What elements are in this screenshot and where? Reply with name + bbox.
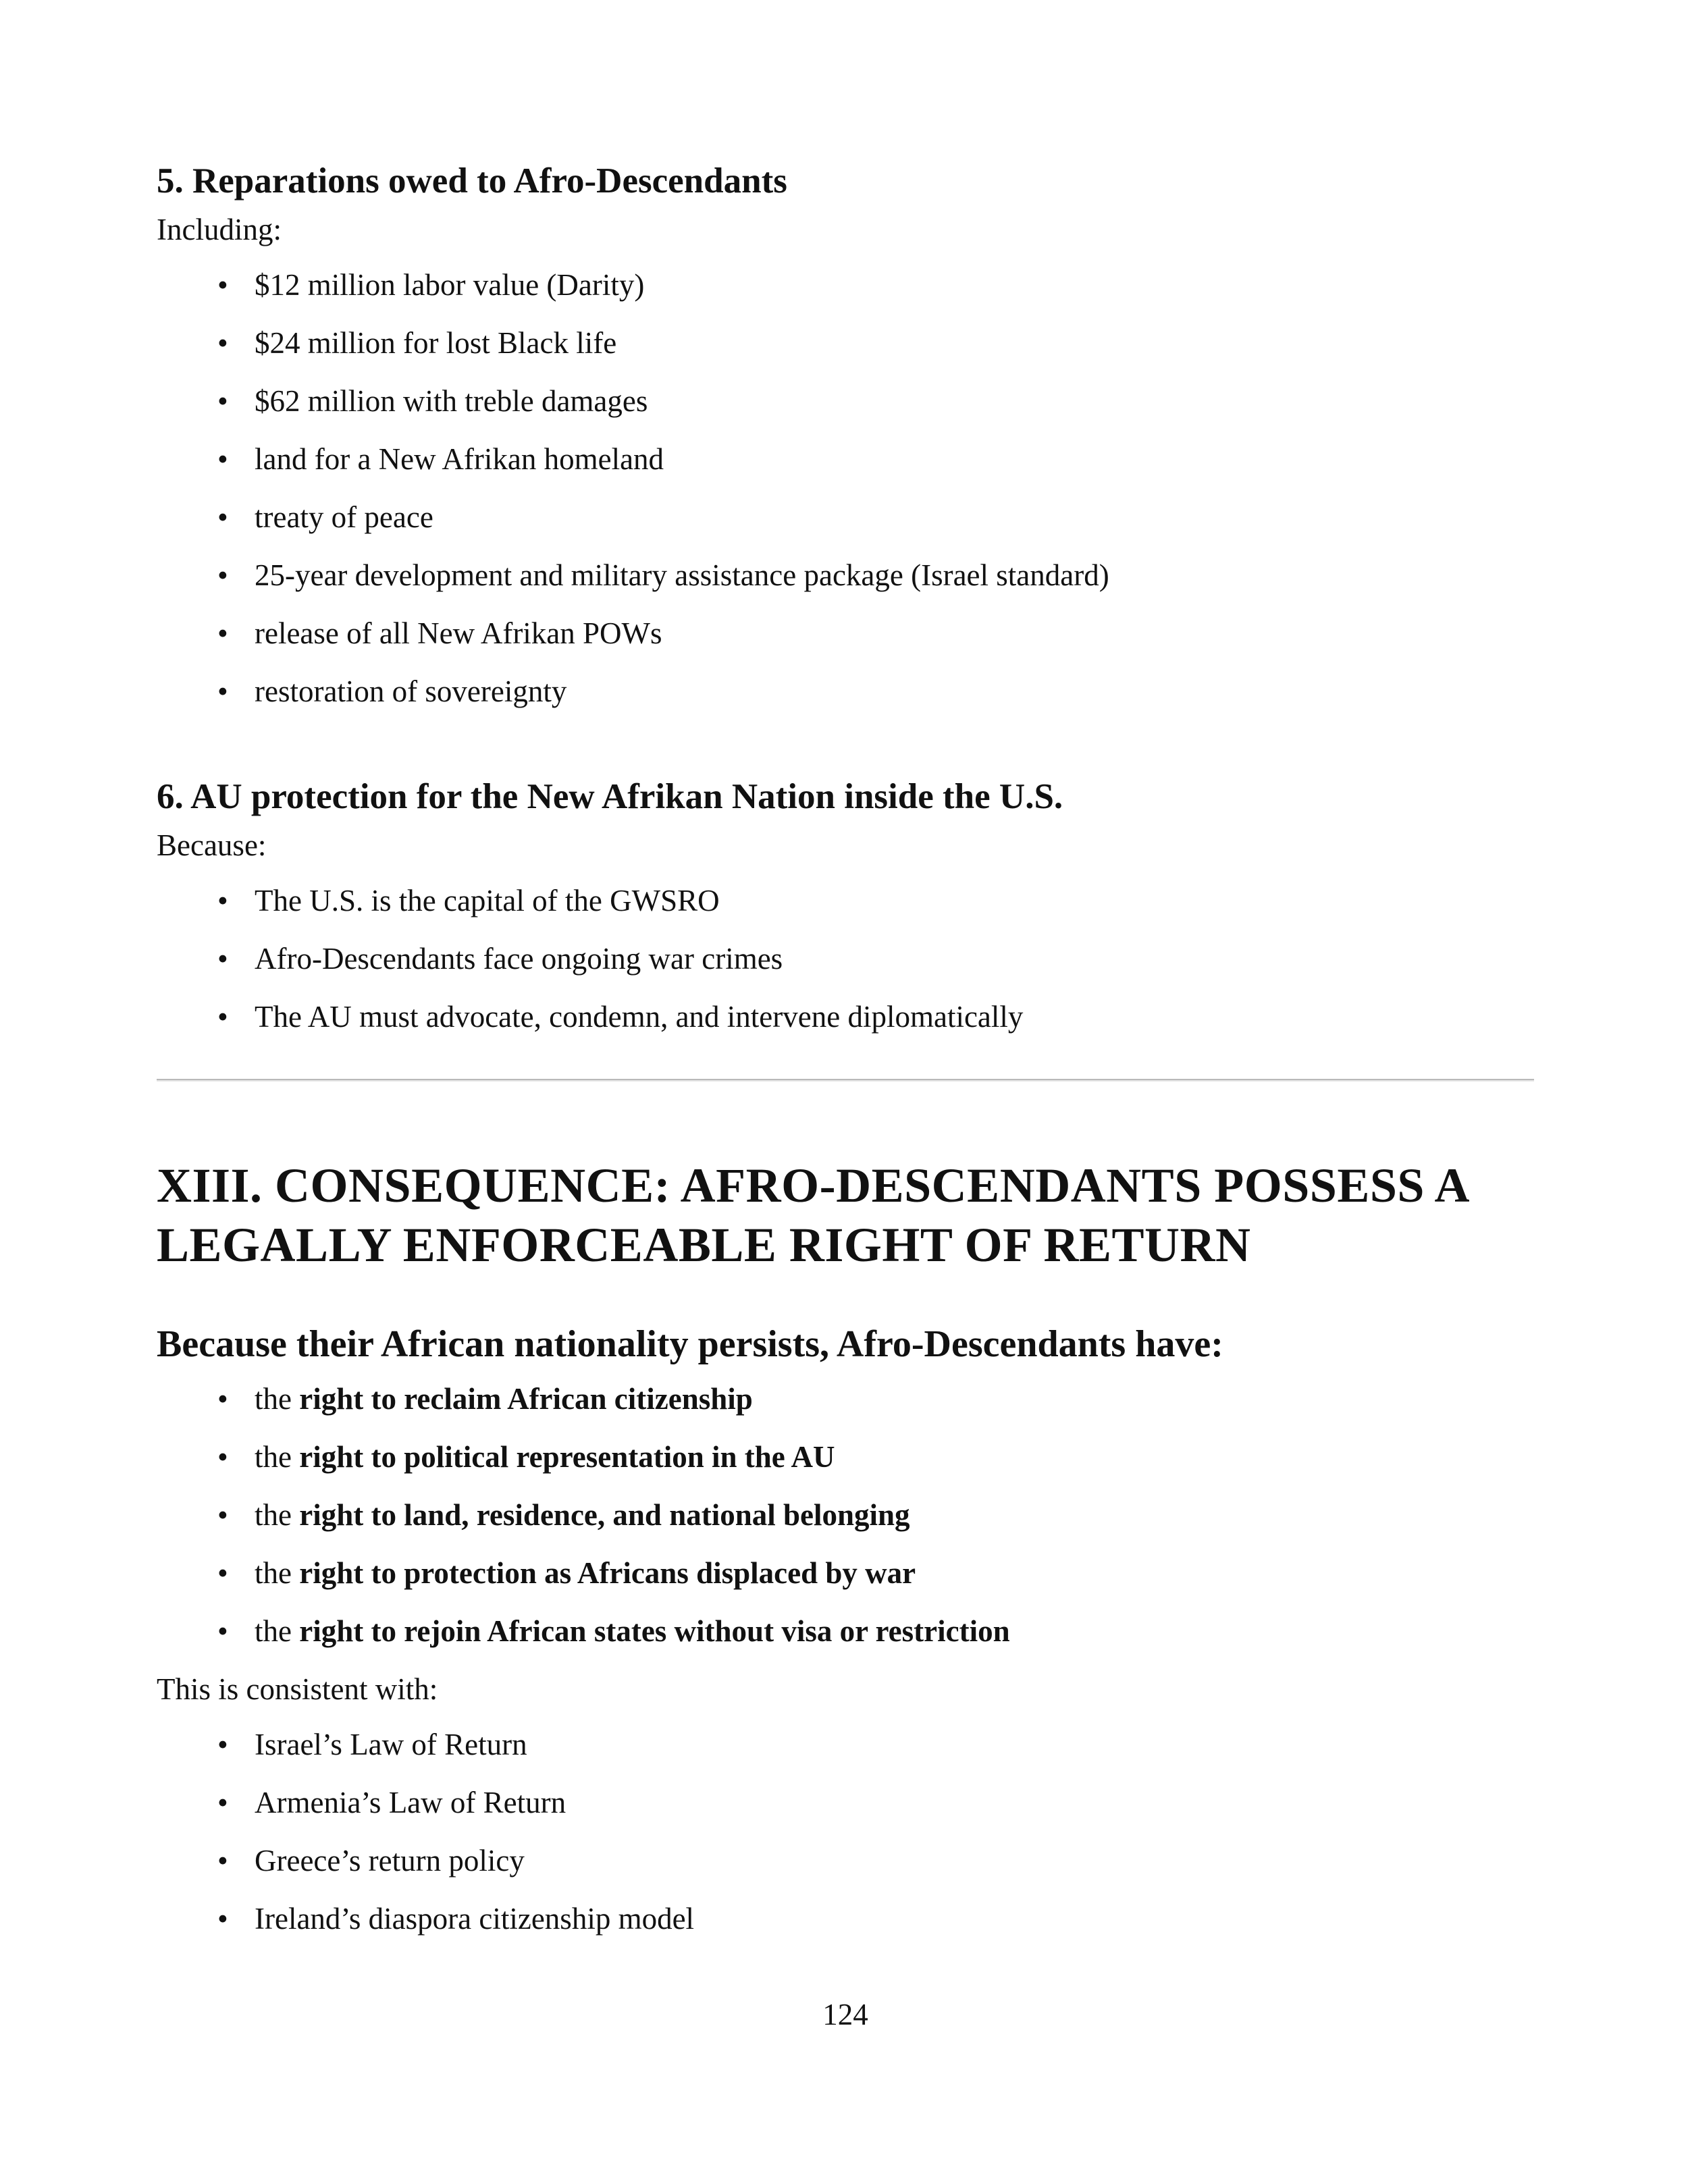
- consistent-list: [157, 1726, 1534, 1958]
- section-6-intro: Because:: [157, 828, 267, 862]
- bullet-icon: •: [217, 616, 228, 650]
- bullet-icon: •: [217, 1614, 228, 1648]
- bullet-icon: •: [217, 558, 228, 592]
- list-item: • Ireland’s diaspora citizenship model: [157, 1900, 1534, 1958]
- list-item: • Afro-Descendants face ongoing war crimes: [157, 940, 1534, 998]
- title-line-1: XIII. CONSEQUENCE: AFRO-DESCENDANTS POSSESS A: [157, 1158, 1470, 1213]
- section-5-intro: Including:: [157, 213, 282, 246]
- bullet-icon: •: [217, 1844, 228, 1877]
- list-item: • The AU must advocate, condemn, and intervene diplomatically: [157, 998, 1534, 1056]
- section-divider: [157, 1079, 1534, 1082]
- list-item: • the right to protection as Africans displaced by war: [157, 1554, 1534, 1612]
- list-item: • $12 million labor value (Darity): [157, 266, 1534, 324]
- rights-list: [157, 1380, 1534, 1670]
- list-item: • the right to reclaim African citizenship: [157, 1380, 1534, 1438]
- page-title: [157, 1156, 1534, 1275]
- page-number: 124: [822, 1998, 868, 2031]
- list-item: • the right to land, residence, and national belonging: [157, 1496, 1534, 1554]
- bullet-icon: •: [217, 1382, 228, 1416]
- section-13-body: [157, 1322, 1534, 1958]
- list-item: • Israel’s Law of Return: [157, 1726, 1534, 1784]
- section-5: [157, 159, 1534, 730]
- bullet-icon: •: [217, 1440, 228, 1474]
- bullet-icon: •: [217, 326, 228, 360]
- bullet-icon: •: [217, 384, 228, 418]
- section-6: [157, 775, 1534, 1056]
- list-item: • Greece’s return policy: [157, 1842, 1534, 1900]
- list-item: • treaty of peace: [157, 498, 1534, 556]
- list-item: • release of all New Afrikan POWs: [157, 614, 1534, 672]
- list-item: • land for a New Afrikan homeland: [157, 440, 1534, 498]
- bullet-icon: •: [217, 1498, 228, 1532]
- bullet-icon: •: [217, 1786, 228, 1819]
- section-13-subheading: Because their African nationality persists, Afro-Descendants have:: [157, 1323, 1223, 1365]
- bullet-icon: •: [217, 1556, 228, 1590]
- bullet-icon: •: [217, 1728, 228, 1761]
- section-6-list: [157, 882, 1534, 1056]
- list-item: • the right to political representation in the AU: [157, 1438, 1534, 1496]
- list-item: • the right to rejoin African states without visa or restriction: [157, 1612, 1534, 1670]
- bullet-icon: •: [217, 674, 228, 708]
- list-item: • The U.S. is the capital of the GWSRO: [157, 882, 1534, 940]
- section-13-title: [157, 1156, 1534, 1275]
- section-6-heading: 6. AU protection for the New Afrikan Nation inside the U.S.: [157, 777, 1063, 816]
- list-item: • restoration of sovereignty: [157, 672, 1534, 730]
- list-item: • Armenia’s Law of Return: [157, 1784, 1534, 1842]
- consistent-intro: This is consistent with:: [157, 1672, 438, 1706]
- bullet-icon: •: [217, 268, 228, 302]
- bullet-icon: •: [217, 1902, 228, 1936]
- bullet-icon: •: [217, 442, 228, 476]
- list-item: • $62 million with treble damages: [157, 382, 1534, 440]
- title-line-2: LEGALLY ENFORCEABLE RIGHT OF RETURN: [157, 1218, 1251, 1272]
- list-item: • 25-year development and military assistance package (Israel standard): [157, 556, 1534, 614]
- bullet-icon: •: [217, 1000, 228, 1034]
- list-item: • $24 million for lost Black life: [157, 324, 1534, 382]
- bullet-icon: •: [217, 884, 228, 917]
- bullet-icon: •: [217, 500, 228, 534]
- bullet-icon: •: [217, 942, 228, 976]
- section-5-heading: 5. Reparations owed to Afro-Descendants: [157, 161, 787, 201]
- section-5-list: [157, 266, 1534, 730]
